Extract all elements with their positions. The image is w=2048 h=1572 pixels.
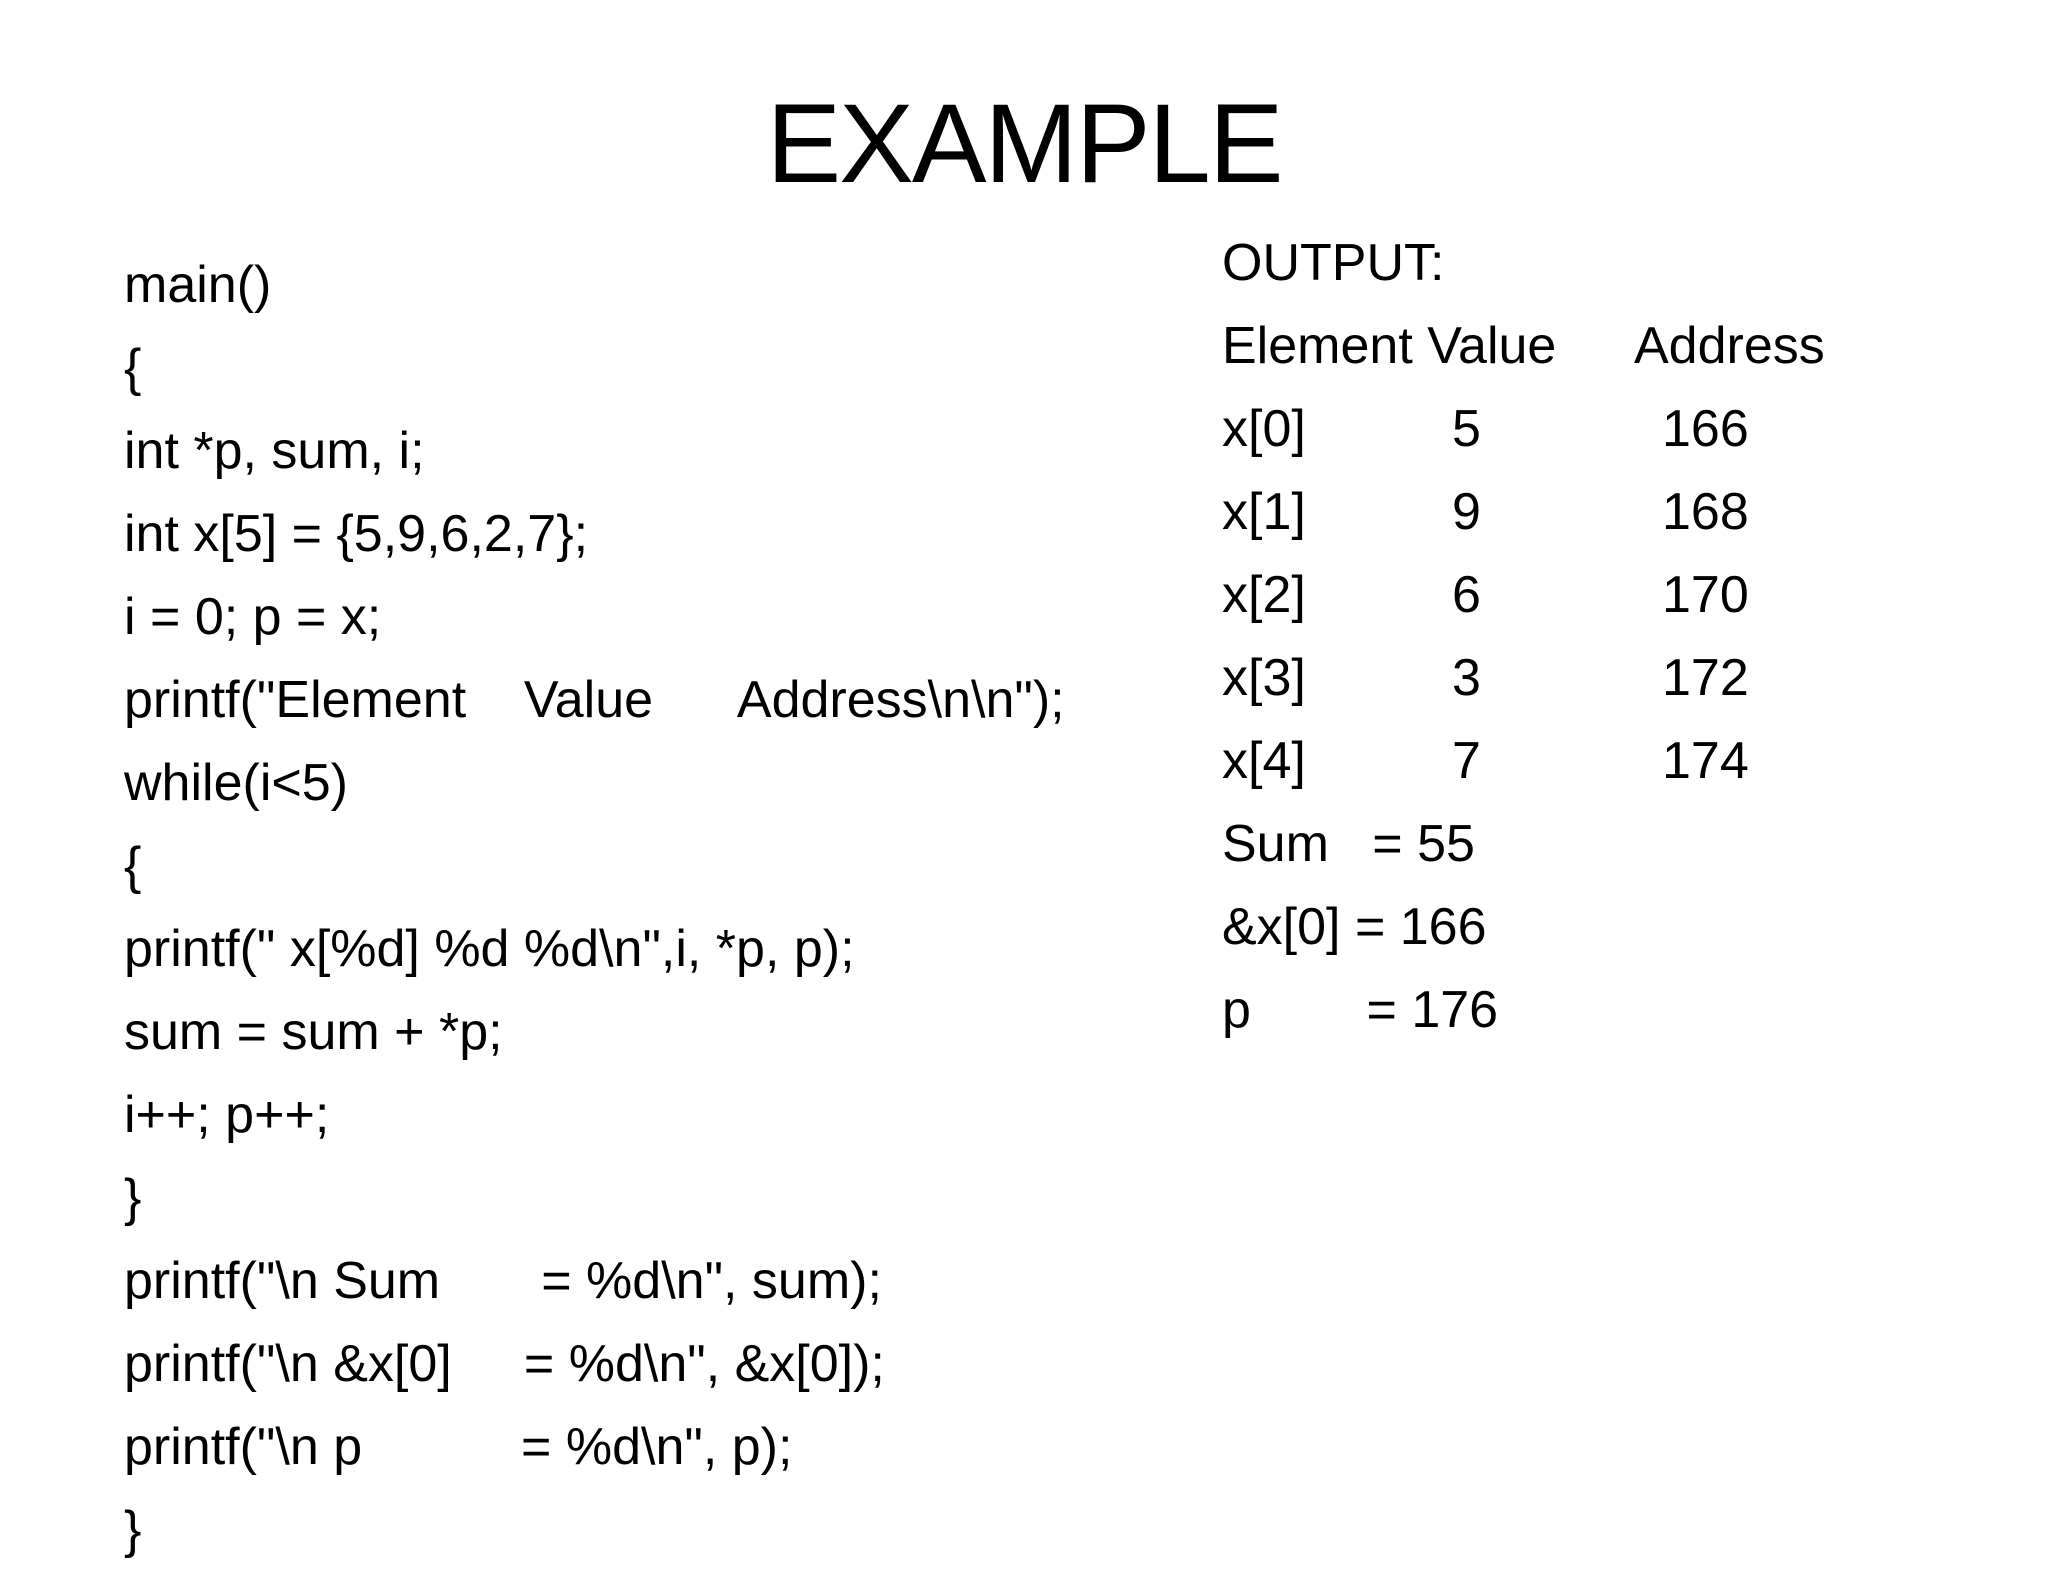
header-element-value: Element Value bbox=[1222, 317, 1557, 375]
code-line: while(i<5) bbox=[124, 754, 348, 812]
row-address: 174 bbox=[1662, 732, 1749, 790]
code-line: printf("\n &x[0] = %d\n", &x[0]); bbox=[124, 1335, 885, 1393]
header-address: Address bbox=[1634, 317, 1825, 375]
row-value: 7 bbox=[1452, 732, 1481, 790]
output-row bbox=[1222, 471, 1749, 554]
output-row bbox=[1222, 388, 1749, 471]
output-sum: Sum = 55 bbox=[1222, 815, 1475, 873]
code-line: } bbox=[124, 1169, 142, 1227]
row-address: 172 bbox=[1662, 649, 1749, 707]
code-line: int x[5] = {5,9,6,2,7}; bbox=[124, 505, 589, 563]
output-header bbox=[1222, 305, 1825, 388]
code-line: printf(" x[%d] %d %d\n",i, *p, p); bbox=[124, 920, 855, 978]
code-line: printf("\n p = %d\n", p); bbox=[124, 1418, 793, 1476]
code-line: } bbox=[124, 1501, 142, 1559]
code-line: main() bbox=[124, 256, 272, 314]
row-address: 168 bbox=[1662, 483, 1749, 541]
code-line: i = 0; p = x; bbox=[124, 588, 382, 646]
output-panel bbox=[1222, 222, 1825, 1052]
code-line: int *p, sum, i; bbox=[124, 422, 425, 480]
output-row bbox=[1222, 554, 1749, 637]
row-value: 5 bbox=[1452, 400, 1481, 458]
code-listing bbox=[124, 244, 1065, 1572]
code-line: { bbox=[124, 837, 142, 895]
slide-title: EXAMPLE bbox=[766, 81, 1282, 206]
output-row bbox=[1222, 637, 1749, 720]
row-element: x[0] bbox=[1222, 400, 1306, 458]
output-row bbox=[1222, 720, 1749, 803]
row-element: x[4] bbox=[1222, 732, 1306, 790]
row-value: 6 bbox=[1452, 566, 1481, 624]
code-line: sum = sum + *p; bbox=[124, 1003, 503, 1061]
row-element: x[1] bbox=[1222, 483, 1306, 541]
row-value: 9 bbox=[1452, 483, 1481, 541]
row-address: 170 bbox=[1662, 566, 1749, 624]
code-line: printf("Element Value Address\n\n"); bbox=[124, 671, 1065, 729]
row-element: x[3] bbox=[1222, 649, 1306, 707]
code-line: { bbox=[124, 339, 142, 397]
row-element: x[2] bbox=[1222, 566, 1306, 624]
row-address: 166 bbox=[1662, 400, 1749, 458]
output-address-x0: &x[0] = 166 bbox=[1222, 898, 1487, 956]
output-label: OUTPUT: bbox=[1222, 234, 1445, 292]
row-value: 3 bbox=[1452, 649, 1481, 707]
code-line: i++; p++; bbox=[124, 1086, 330, 1144]
output-pointer-p: p = 176 bbox=[1222, 981, 1499, 1039]
code-line: printf("\n Sum = %d\n", sum); bbox=[124, 1252, 882, 1310]
